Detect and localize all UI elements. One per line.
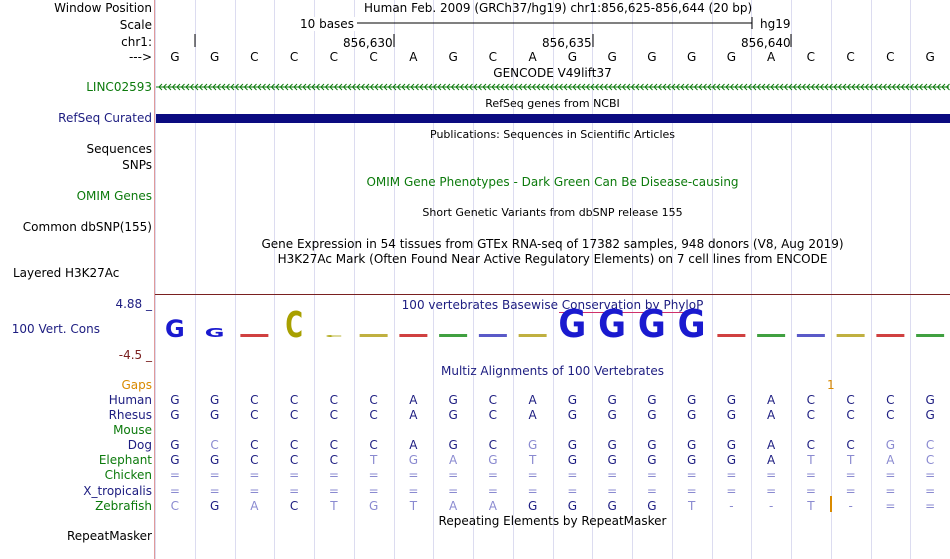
alignment-base-chicken: = <box>368 468 379 482</box>
track-label-linc02593[interactable]: LINC02593 <box>86 80 152 94</box>
alignment-base-zebrafish: T <box>807 499 815 513</box>
alignment-base-elephant: G <box>607 453 617 467</box>
alignment-base-chicken: = <box>925 468 936 482</box>
tick-label-856640: 856,640 <box>741 36 791 50</box>
alignment-base-elephant: T <box>807 453 815 467</box>
gtex-track-title: Gene Expression in 54 tissues from GTEx RNA-seq of 17382 samples, 948 donors (V8, Aug 2019) <box>261 237 844 251</box>
alignment-base-xtrop: = <box>925 484 936 498</box>
alignment-base-xtrop: = <box>885 484 896 498</box>
alignment-base-zebrafish: T <box>409 499 418 513</box>
track-labels-column <box>0 0 154 559</box>
alignment-base-rhesus: C <box>250 408 259 422</box>
alignment-base-zebrafish: - <box>729 499 734 513</box>
conservation-logo-mark <box>916 334 944 337</box>
alignment-base-rhesus: C <box>289 408 299 422</box>
tick-label-856630: 856,630 <box>343 36 393 50</box>
conservation-logo-mark: G <box>165 315 185 343</box>
alignment-base-human: A <box>767 393 776 407</box>
tick-label-856635: 856,635 <box>542 36 592 50</box>
alignment-base-zebrafish: G <box>567 499 578 513</box>
alignment-base-xtrop: = <box>805 484 816 498</box>
alignment-base-zebrafish: G <box>527 499 538 513</box>
alignment-base-human: C <box>846 393 855 407</box>
alignment-base-zebrafish: C <box>170 499 180 513</box>
track-label-refseq-curated[interactable]: RefSeq Curated <box>58 111 152 125</box>
conservation-logo-mark <box>876 334 904 337</box>
dbsnp-track-title: Short Genetic Variants from dbSNP release 155 <box>422 206 683 219</box>
alignment-base-elephant: C <box>250 453 259 467</box>
alignment-base-chicken: = <box>646 468 657 482</box>
multiz-track-title: Multiz Alignments of 100 Vertebrates <box>440 364 665 378</box>
conservation-logo-mark <box>757 334 785 337</box>
repeatmasker-track-title: Repeating Elements by RepeatMasker <box>438 514 667 528</box>
alignment-base-dog: C <box>210 438 219 452</box>
alignment-base-zebrafish: - <box>848 499 853 513</box>
alignment-base-rhesus: G <box>686 408 697 422</box>
alignment-base-rhesus: C <box>369 408 378 422</box>
track-label-snps[interactable]: SNPs <box>122 158 152 172</box>
alignment-base-chicken: = <box>408 468 419 482</box>
alignment-base-human: G <box>607 393 617 407</box>
species-label-mouse[interactable]: Mouse <box>113 423 152 437</box>
track-label-common-dbsnp[interactable]: Common dbSNP(155) <box>22 220 152 234</box>
alignment-base-dog: C <box>369 438 378 452</box>
conservation-logo-mark <box>240 334 268 337</box>
alignment-base-dog: G <box>647 438 657 452</box>
alignment-base-dog: G <box>527 438 538 452</box>
alignment-base-dog: G <box>448 438 458 452</box>
track-label-100-vert-cons[interactable]: 100 Vert. Cons <box>11 322 100 336</box>
conservation-min-label: -4.5 _ <box>118 348 152 362</box>
reference-base: C <box>329 50 339 64</box>
reference-base: C <box>369 50 378 64</box>
alignment-base-human: C <box>369 393 378 407</box>
conservation-logo-mark <box>717 334 745 337</box>
reference-base: C <box>488 50 498 64</box>
alignment-base-xtrop: = <box>328 484 339 498</box>
reference-base: G <box>925 50 935 64</box>
alignment-base-elephant: G <box>726 453 737 467</box>
alignment-base-xtrop: = <box>487 484 498 498</box>
h3k27ac-track-title: H3K27Ac Mark (Often Found Near Active Regulatory Elements) on 7 cell lines from ENCODE <box>277 252 828 266</box>
conservation-logo-mark: G <box>558 302 587 347</box>
conservation-logo-mark <box>797 334 825 337</box>
alignment-base-human: G <box>567 393 578 407</box>
conservation-logo-mark <box>837 334 865 337</box>
alignment-base-human: G <box>647 393 657 407</box>
alignment-base-xtrop: = <box>448 484 459 498</box>
alignment-base-human: A <box>409 393 418 407</box>
alignment-base-zebrafish: C <box>289 499 299 513</box>
conservation-logo-mark: G <box>637 302 666 347</box>
omim-track-title: OMIM Gene Phenotypes - Dark Green Can Be Disease-causing <box>366 175 739 189</box>
alignment-base-elephant: C <box>289 453 299 467</box>
alignment-base-rhesus: C <box>806 408 816 422</box>
alignment-base-rhesus: C <box>488 408 498 422</box>
alignment-base-zebrafish: A <box>488 499 497 513</box>
alignment-base-zebrafish: T <box>687 499 696 513</box>
alignment-base-rhesus: A <box>409 408 418 422</box>
alignment-base-zebrafish: A <box>250 499 259 513</box>
reference-base: G <box>448 50 458 64</box>
alignment-base-elephant: G <box>170 453 180 467</box>
alignment-base-dog: C <box>925 438 935 452</box>
alignment-base-zebrafish: G <box>607 499 617 513</box>
strand-arrow-label: ---> <box>128 50 152 64</box>
alignment-base-dog: A <box>767 438 776 452</box>
reference-base: C <box>806 50 816 64</box>
species-label-elephant[interactable]: Elephant <box>98 453 152 467</box>
conservation-logo-mark <box>519 334 547 337</box>
track-label-gaps[interactable]: Gaps <box>121 378 152 392</box>
alignment-base-xtrop: = <box>766 484 777 498</box>
reference-base: G <box>726 50 737 64</box>
alignment-base-human: C <box>329 393 339 407</box>
alignment-base-chicken: = <box>487 468 498 482</box>
alignment-base-rhesus: A <box>528 408 537 422</box>
reference-base: A <box>767 50 776 64</box>
conservation-logo-mark <box>439 334 467 337</box>
alignment-base-elephant: T <box>528 453 537 467</box>
gap-marker: 1 <box>827 378 835 392</box>
alignment-base-elephant: G <box>567 453 578 467</box>
track-label-sequences[interactable]: Sequences <box>86 142 152 156</box>
reference-base: G <box>209 50 220 64</box>
reference-base: A <box>409 50 418 64</box>
alignment-base-dog: A <box>409 438 418 452</box>
alignment-base-rhesus: C <box>846 408 855 422</box>
alignment-base-rhesus: G <box>567 408 578 422</box>
scale-label: Scale <box>119 18 152 32</box>
reference-base: A <box>528 50 537 64</box>
alignment-base-xtrop: = <box>408 484 419 498</box>
alignment-base-human: G <box>726 393 737 407</box>
alignment-base-elephant: C <box>329 453 339 467</box>
reference-base: C <box>289 50 299 64</box>
alignment-base-chicken: = <box>845 468 856 482</box>
alignment-base-dog: C <box>806 438 816 452</box>
alignment-base-xtrop: = <box>567 484 578 498</box>
alignment-base-chicken: = <box>289 468 300 482</box>
alignment-base-rhesus: G <box>607 408 617 422</box>
alignment-base-elephant: A <box>767 453 776 467</box>
alignment-base-xtrop: = <box>368 484 379 498</box>
alignment-base-xtrop: = <box>686 484 697 498</box>
reference-base: C <box>846 50 855 64</box>
reference-base: G <box>607 50 617 64</box>
alignment-base-dog: C <box>329 438 339 452</box>
species-label-chicken[interactable]: Chicken <box>104 468 152 482</box>
alignment-base-rhesus: C <box>886 408 895 422</box>
chromosome-label: chr1: <box>121 35 152 49</box>
alignment-base-human: C <box>488 393 498 407</box>
reference-base: G <box>647 50 657 64</box>
alignment-base-chicken: = <box>209 468 220 482</box>
conservation-logo-mark: G <box>204 326 225 341</box>
alignment-base-human: C <box>806 393 816 407</box>
alignment-base-dog: G <box>686 438 697 452</box>
alignment-base-zebrafish: T <box>330 499 338 513</box>
alignment-base-rhesus: G <box>170 408 180 422</box>
scale-db-label: hg19 <box>760 17 791 31</box>
reference-base: C <box>886 50 895 64</box>
alignment-base-human: G <box>209 393 220 407</box>
alignment-base-xtrop: = <box>169 484 180 498</box>
alignment-base-rhesus: G <box>448 408 458 422</box>
alignment-base-human: A <box>528 393 537 407</box>
alignment-base-elephant: G <box>209 453 220 467</box>
species-label-dog[interactable]: Dog <box>127 438 152 452</box>
alignment-base-human: C <box>250 393 259 407</box>
alignment-base-dog: C <box>846 438 855 452</box>
alignment-base-chicken: = <box>169 468 180 482</box>
alignment-base-xtrop: = <box>845 484 856 498</box>
alignment-base-dog: G <box>726 438 737 452</box>
alignment-base-xtrop: = <box>607 484 618 498</box>
alignment-base-rhesus: G <box>726 408 737 422</box>
alignment-base-human: G <box>170 393 180 407</box>
conservation-logo-mark: C <box>285 305 303 347</box>
alignment-base-human: G <box>686 393 697 407</box>
conservation-max-label: 4.88 _ <box>115 297 152 311</box>
alignment-base-elephant: G <box>488 453 498 467</box>
alignment-base-chicken: = <box>527 468 538 482</box>
refseq-track-title: RefSeq genes from NCBI <box>485 97 620 110</box>
species-label-human[interactable]: Human <box>108 393 152 407</box>
alignment-base-rhesus: G <box>209 408 220 422</box>
browser-track-area[interactable] <box>155 0 950 559</box>
conservation-logo-mark <box>479 334 507 337</box>
conservation-logo-mark: G <box>598 302 627 347</box>
alignment-base-elephant: T <box>369 453 378 467</box>
alignment-base-chicken: = <box>607 468 618 482</box>
alignment-base-elephant: C <box>925 453 935 467</box>
track-label-omim-genes[interactable]: OMIM Genes <box>76 189 152 203</box>
alignment-base-human: G <box>925 393 935 407</box>
alignment-base-chicken: = <box>726 468 737 482</box>
alignment-base-chicken: = <box>567 468 578 482</box>
assembly-position-title: Human Feb. 2009 (GRCh37/hg19) chr1:856,625-856,644 (20 bp) <box>364 1 753 15</box>
alignment-base-elephant: G <box>408 453 419 467</box>
alignment-base-zebrafish: G <box>368 499 379 513</box>
alignment-base-dog: G <box>885 438 896 452</box>
species-label-zebrafish[interactable]: Zebrafish <box>95 499 152 513</box>
alignment-base-xtrop: = <box>289 484 300 498</box>
alignment-base-zebrafish: = <box>885 499 896 513</box>
track-label-repeatmasker[interactable]: RepeatMasker <box>66 529 152 543</box>
alignment-base-rhesus: G <box>647 408 657 422</box>
alignment-base-zebrafish: - <box>768 499 774 513</box>
alignment-base-chicken: = <box>885 468 896 482</box>
alignment-base-dog: G <box>607 438 617 452</box>
alignment-base-dog: C <box>289 438 299 452</box>
gencode-track-title: GENCODE V49lift37 <box>493 66 612 80</box>
species-label-rhesus[interactable]: Rhesus <box>108 408 152 422</box>
alignment-base-chicken: = <box>328 468 339 482</box>
conservation-logo-mark <box>399 334 427 337</box>
alignment-base-zebrafish: G <box>209 499 220 513</box>
alignment-base-dog: C <box>250 438 259 452</box>
reference-base: C <box>250 50 259 64</box>
alignment-base-zebrafish: = <box>925 499 936 513</box>
alignment-base-elephant: G <box>686 453 697 467</box>
alignment-base-dog: G <box>170 438 180 452</box>
alignment-base-xtrop: = <box>726 484 737 498</box>
alignment-base-rhesus: C <box>329 408 339 422</box>
reference-base: G <box>567 50 578 64</box>
conservation-logo <box>155 0 950 400</box>
scale-text: 10 bases <box>297 17 357 31</box>
alignment-base-human: C <box>886 393 895 407</box>
species-label-x-tropicalis[interactable]: X_tropicalis <box>83 484 152 498</box>
reference-base: G <box>686 50 697 64</box>
track-label-layered-h3k27ac[interactable]: Layered H3K27Ac <box>13 266 120 280</box>
alignment-base-xtrop: = <box>249 484 260 498</box>
alignment-base-elephant: A <box>449 453 458 467</box>
reference-base: G <box>170 50 180 64</box>
conservation-logo-mark: C <box>325 334 343 338</box>
alignment-base-rhesus: A <box>767 408 776 422</box>
alignment-base-chicken: = <box>805 468 816 482</box>
conservation-logo-mark: G <box>677 302 706 347</box>
conservation-logo-mark <box>360 334 388 337</box>
alignment-base-human: G <box>448 393 458 407</box>
alignment-base-elephant: A <box>886 453 895 467</box>
alignment-base-human: C <box>289 393 299 407</box>
alignment-base-xtrop: = <box>527 484 538 498</box>
alignment-base-chicken: = <box>448 468 459 482</box>
alignment-base-chicken: = <box>249 468 260 482</box>
publications-track-title: Publications: Sequences in Scientific Articles <box>430 128 675 141</box>
alignment-base-dog: G <box>567 438 578 452</box>
alignment-base-rhesus: G <box>925 408 935 422</box>
window-position-label: Window Position <box>54 1 152 15</box>
alignment-base-xtrop: = <box>209 484 220 498</box>
alignment-base-chicken: = <box>766 468 777 482</box>
alignment-base-chicken: = <box>686 468 697 482</box>
alignment-base-xtrop: = <box>646 484 657 498</box>
alignment-base-zebrafish: G <box>647 499 657 513</box>
alignment-base-dog: C <box>488 438 498 452</box>
alignment-base-elephant: T <box>846 453 855 467</box>
conservation-track-title: 100 vertebrates Basewise Conservation by PhyloP <box>401 298 704 312</box>
alignment-base-zebrafish: A <box>449 499 458 513</box>
alignment-base-elephant: G <box>647 453 657 467</box>
